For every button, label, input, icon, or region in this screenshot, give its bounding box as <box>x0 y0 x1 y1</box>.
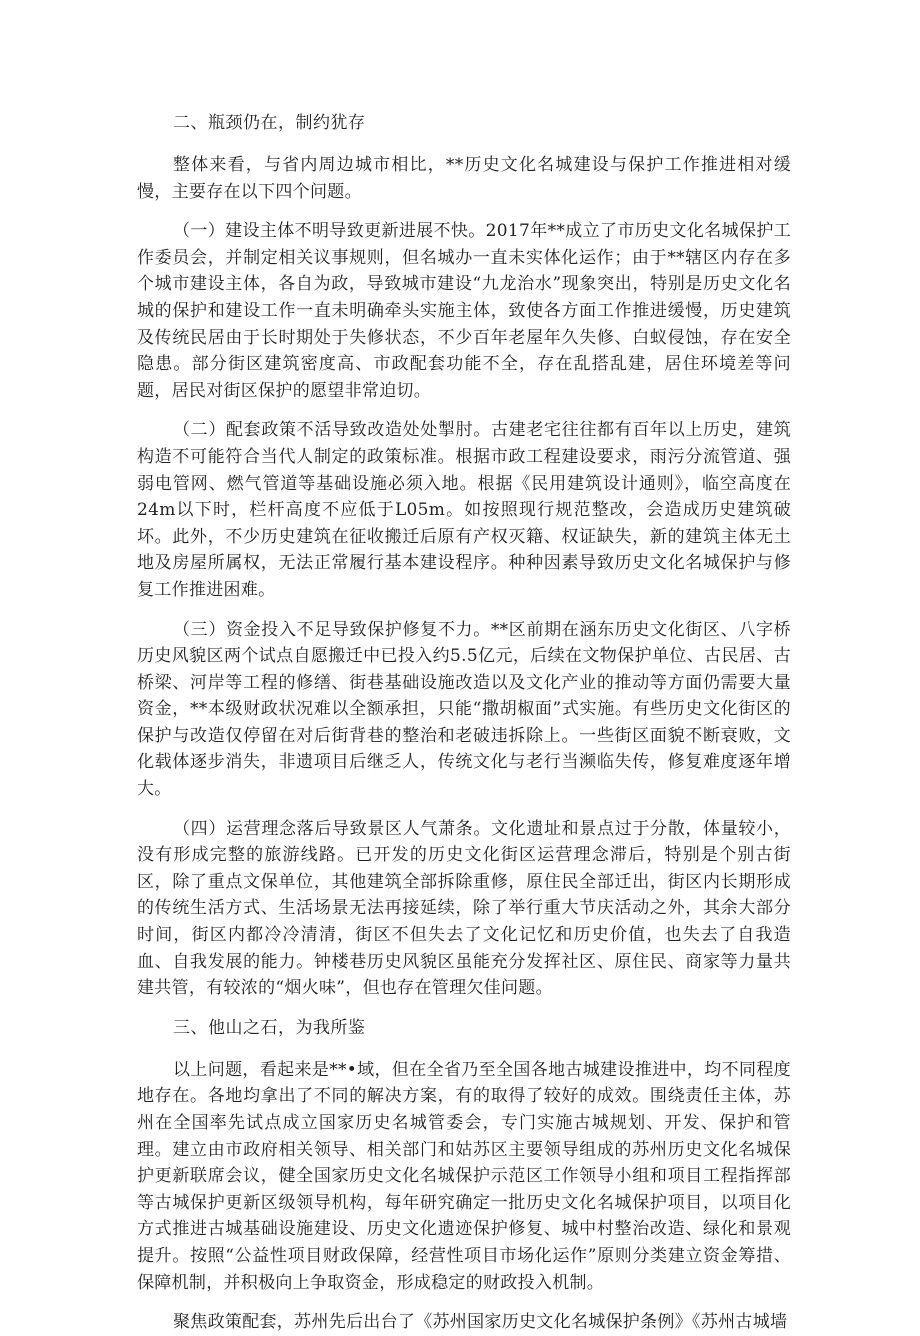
lessons-paragraph-2: 聚焦政策配套，苏州先后出台了《苏州国家历史文化名城保护条例》《苏州古城墙 <box>173 1312 788 1333</box>
issue-1-paragraph: （一）建设主体不明导致更新进展不快。2017年**成立了市历史文化名城保护工作委员会，并制定相关议事规则，但名城办一直未实体化运作；由于**辖区内存在多个城市建设主体，各自为政，导致城市建设“九龙治水”现象突出，特别是历史文化名城的保护和建设工作一直未明确牵头实施主体，致使各方面工作推进缓慢，历史建筑及传统民居由于长时期处于失修状态，不少百年老屋年久失修、白蚁侵蚀，存在安全隐患。部分街区建筑密度高、市政配套功能不全，存在乱搭乱建，居住环境差等问题，居民对街区保护的愿望非常迫切。 <box>137 221 791 401</box>
intro-paragraph: 整体来看，与省内周边城市相比，**历史文化名城建设与保护工作推进相对缓慢，主要存在以下四个问题。 <box>137 155 791 202</box>
document-page <box>137 110 791 1336</box>
issue-4-paragraph: （四）运营理念落后导致景区人气萧条。文化遗址和景点过于分散，体量较小，没有形成完整的旅游线路。已开发的历史文化街区运营理念滞后，特别是个别古街区，除了重点文保单位，其他建筑全部拆除重修，原住民全部迁出，街区内长期形成的传统生活方式、生活场景无法再接延续，除了举行重大节庆活动之外，其余大部分时间，街区内都冷冷清清，街区不但失去了文化记忆和历史价值，也失去了自我造血、自我发展的能力。钟楼巷历史风貌区虽能充分发挥社区、原住民、商家等力量共建共管，有较浓的“烟火味”，但也存在管理欠佳问题。 <box>137 818 791 999</box>
lessons-paragraph-1: 以上问题，看起来是**•域，但在全省乃至全国各地古城建设推进中，均不同程度地存在。各地均拿出了不同的解决方案，有的取得了较好的成效。围绕责任主体，苏州在全国率先试点成立国家历史名城管委会，专门实施古城规划、开发、保护和管理。建立由市政府相关领导、相关部门和姑苏区主要领导组成的苏州历史文化名城保护更新联席会议，健全国家历史文化名城保护示范区工作领导小组和项目工程指挥部等古城保护更新区级领导机构，每年研究确定一批历史文化名城保护项目，以项目化方式推进古城基础设施建设、历史文化遗迹保护修复、城中村整治改造、绿化和景观提升。按照“公益性项目财政保障，经营性项目市场化运作”原则分类建立资金筹措、保障机制，并积极向上争取资金，形成稳定的财政投入机制。 <box>137 1059 791 1293</box>
section-heading-bottlenecks: 二、瓶颈仍在，制约犹存 <box>173 113 366 133</box>
issue-3-paragraph: （三）资金投入不足导致保护修复不力。**区前期在涵东历史文化街区、八字桥历史风貌区两个试点自愿搬迁中已投入约5.5亿元，后续在文物保护单位、古民居、古桥梁、河岸等工程的修缮、街巷基础设施改造以及文化产业的推动等方面仍需要大量资金，**本级财政状况难以全额承担，只能“撒胡椒面”式实施。有些历史文化街区的保护与改造仅停留在对后街背巷的整治和老破违拆除上。一些街区面貌不断衰败，文化载体逐步消失，非遗项目后继乏人，传统文化与老行当濒临失传，修复难度逐年增大。 <box>137 619 791 800</box>
issue-2-paragraph: （二）配套政策不活导致改造处处掣肘。古建老宅往往都有百年以上历史，建筑构造不可能符合当代人制定的政策标准。根据市政工程建设要求，雨污分流管道、强弱电管网、燃气管道等基础设施必须入地。根据《民用建筑设计通则》，临空高度在24m以下时，栏杆高度不应低于L05m。如按照现行规范整改，会造成历史建筑破坏。此外，不少历史建筑在征收搬迁后原有产权灭籍、权证缺失，新的建筑主体无土地及房屋所属权，无法正常履行基本建设程序。种种因素导致历史文化名城保护与修复工作推进困难。 <box>137 420 791 600</box>
section-heading-lessons: 三、他山之石，为我所鉴 <box>173 1017 366 1038</box>
